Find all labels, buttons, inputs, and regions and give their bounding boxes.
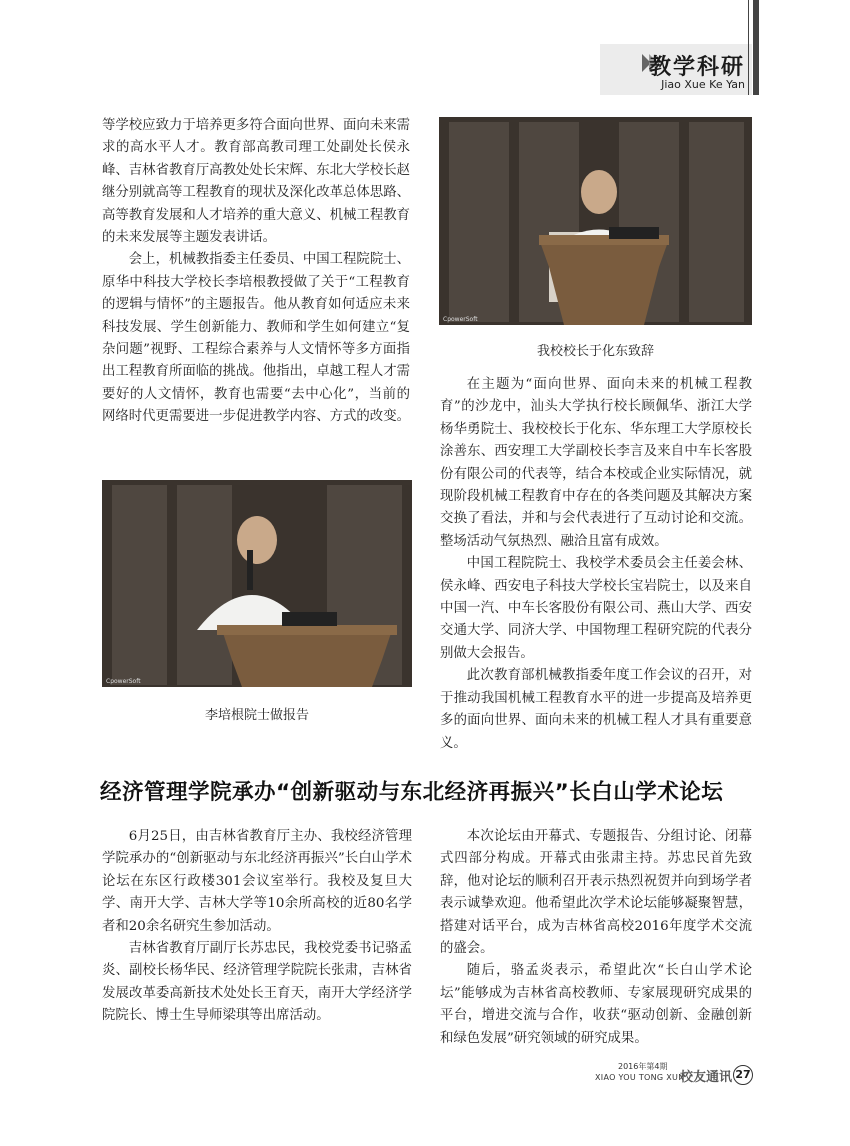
photo2-caption: 李培根院士做报告 — [204, 708, 309, 723]
article1-left-paragraph: 会上，机械教指委主任委员、中国工程院院士、原华中科技大学校长李培根教授做了关于“工程教育的逻辑与情怀”的主题报告。他从教育如何适应未来科技发展、学生创新能力、教师和学生如何建立“复杂问题”视野、工程综合素养与人文情怀等多方面指出工程教育所面临的挑战。他指出，卓越工程人才需要好的人文情怀，教育也需要“去中心化”，当前的网络时代更需要进一步促进教学内容、方式的改变。 — [102, 252, 410, 425]
magazine-name-en: XIAO YOU TONG XUN — [595, 1073, 685, 1082]
article1-right-paragraph: 此次教育部机械教指委年度工作会议的召开，对于推动我国机械工程教育水平的进一步提高及培养更多的面向世界、面向未来的机械工程人才具有重要意义。 — [440, 668, 752, 751]
issue-label: 2016年第4期 — [618, 1062, 668, 1071]
article2-right-paragraph: 随后，骆孟炎表示，希望此次“长白山学术论坛”能够成为吉林省高校教师、专家展现研究成果的平台，增进交流与合作，收获“驱动创新、金融创新和绿色发展”研究领域的研究成果。 — [440, 963, 752, 1046]
article1-left-column — [102, 115, 410, 429]
photo-president-speech — [439, 117, 752, 325]
article2-left-paragraph: 吉林省教育厅副厅长苏忠民，我校党委书记骆孟炎、副校长杨华民、经济管理学院院长张肃，吉林省发展改革委高新技术处处长王育天，南开大学经济学院院长、博士生导师梁琪等出席活动。 — [102, 941, 412, 1024]
magazine-name-cn: 校友通讯 — [680, 1070, 733, 1085]
section-title: 教学科研 — [648, 55, 745, 80]
page-number: 27 — [733, 1065, 753, 1085]
header-rule-thin — [748, 0, 749, 95]
article2-right-column — [440, 826, 752, 1050]
section-subtitle: Jiao Xue Ke Yan — [661, 78, 745, 91]
header-band — [0, 0, 752, 95]
article2-left-paragraph: 6月25日，由吉林省教育厅主办、我校经济管理学院承办的“创新驱动与东北经济再振兴”长白山学术论坛在东区行政楼301会议室举行。我校及复旦大学、南开大学、吉林大学等10余所高校的近80名学者和20余名研究生参加活动。 — [102, 829, 412, 934]
article2-right-paragraph: 本次论坛由开幕式、专题报告、分组讨论、闭幕式四部分构成。开幕式由张肃主持。苏忠民首先致辞，他对论坛的顺利召开表示热烈祝贺并向到场学者表示诚挚欢迎。他希望此次学术论坛能够凝聚智慧，搭建对话平台，成为吉林省高校2016年度学术交流的盛会。 — [440, 829, 752, 957]
photo-credit: CpowerSoft — [443, 316, 478, 323]
photo-credit: CpowerSoft — [106, 678, 141, 685]
article2-left-column — [102, 826, 412, 1028]
article1-left-paragraph: 等学校应致力于培养更多符合面向世界、面向未来需求的高水平人才。教育部高教司理工处副处长侯永峰、吉林省教育厅高教处处长宋辉、东北大学校长赵继分别就高等工程教育的现状及深化改革总体思路、高等教育发展和人才培养的重大意义、机械工程教育的未来发展等主题发表讲话。 — [102, 118, 410, 246]
header-rule-thick — [753, 0, 759, 95]
article1-right-column — [440, 374, 752, 755]
photo1-caption: 我校校长于化东致辞 — [536, 344, 654, 359]
photo-academician-report — [102, 480, 412, 687]
article1-right-paragraph: 在主题为“面向世界、面向未来的机械工程教育”的沙龙中，汕头大学执行校长顾佩华、浙江大学杨华勇院士、我校校长于化东、华东理工大学原校长涂善东、西安理工大学副校长李言及来自中车长客股份有限公司的代表等，结合本校或企业实际情况，就现阶段机械工程教育中存在的各类问题及其解决方案交换了看法，并和与会代表进行了互动讨论和交流。整场活动气氛热烈、融洽且富有成效。 — [440, 377, 752, 549]
article2-headline: 经济管理学院承办“创新驱动与东北经济再振兴”长白山学术论坛 — [100, 780, 724, 805]
article1-right-paragraph: 中国工程院院士、我校学术委员会主任姜会林、侯永峰、西安电子科技大学校长宝岩院士，以及来自中国一汽、中车长客股份有限公司、燕山大学、西安交通大学、同济大学、中国物理工程研究院的代表分别做大会报告。 — [440, 556, 752, 661]
